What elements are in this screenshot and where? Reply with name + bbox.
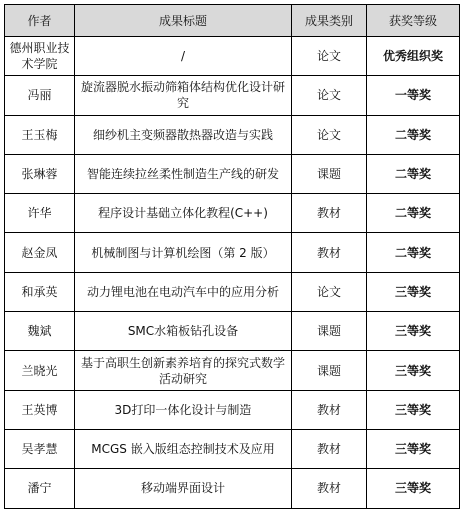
header-award: 获奖等级 xyxy=(367,5,460,37)
author-cell: 潘宁 xyxy=(5,469,75,508)
category-cell: 教材 xyxy=(292,194,367,233)
title-cell: 动力锂电池在电动汽车中的应用分析 xyxy=(75,272,292,311)
table-row xyxy=(5,115,460,154)
author-cell: 吴孝慧 xyxy=(5,429,75,468)
award-cell: 一等奖 xyxy=(367,76,460,115)
author-cell: 兰晓光 xyxy=(5,351,75,390)
author-cell: 许华 xyxy=(5,194,75,233)
award-cell: 优秀组织奖 xyxy=(367,37,460,76)
header-row xyxy=(5,5,460,37)
category-cell: 论文 xyxy=(292,115,367,154)
author-cell: 魏斌 xyxy=(5,312,75,351)
awards-table xyxy=(4,4,460,509)
award-cell: 三等奖 xyxy=(367,390,460,429)
author-cell: 冯丽 xyxy=(5,76,75,115)
title-cell: 细纱机主变频器散热器改造与实践 xyxy=(75,115,292,154)
title-cell: / xyxy=(75,37,292,76)
title-cell: MCGS 嵌入版组态控制技术及应用 xyxy=(75,429,292,468)
table-row xyxy=(5,429,460,468)
title-cell: SMC水箱板钻孔设备 xyxy=(75,312,292,351)
category-cell: 教材 xyxy=(292,429,367,468)
title-cell: 移动端界面设计 xyxy=(75,469,292,508)
award-cell: 三等奖 xyxy=(367,469,460,508)
category-cell: 教材 xyxy=(292,469,367,508)
table-row xyxy=(5,76,460,115)
title-cell: 旋流器脱水振动筛箱体结构优化设计研究 xyxy=(75,76,292,115)
award-cell: 三等奖 xyxy=(367,351,460,390)
category-cell: 课题 xyxy=(292,154,367,193)
table-row xyxy=(5,390,460,429)
table-row xyxy=(5,37,460,76)
author-cell: 德州职业技术学院 xyxy=(5,37,75,76)
author-cell: 赵金凤 xyxy=(5,233,75,272)
award-cell: 二等奖 xyxy=(367,194,460,233)
header-author: 作者 xyxy=(5,5,75,37)
table-row xyxy=(5,351,460,390)
award-cell: 三等奖 xyxy=(367,429,460,468)
category-cell: 教材 xyxy=(292,233,367,272)
title-cell: 程序设计基础立体化教程(C++) xyxy=(75,194,292,233)
table-row xyxy=(5,312,460,351)
author-cell: 王玉梅 xyxy=(5,115,75,154)
title-cell: 基于高职生创新素养培育的探究式数学活动研究 xyxy=(75,351,292,390)
category-cell: 论文 xyxy=(292,272,367,311)
category-cell: 教材 xyxy=(292,390,367,429)
award-cell: 三等奖 xyxy=(367,272,460,311)
awards-table-container xyxy=(4,4,460,509)
title-cell: 智能连续拉丝柔性制造生产线的研发 xyxy=(75,154,292,193)
author-cell: 和承英 xyxy=(5,272,75,311)
header-title: 成果标题 xyxy=(75,5,292,37)
table-row xyxy=(5,233,460,272)
author-cell: 张琳蓉 xyxy=(5,154,75,193)
award-cell: 二等奖 xyxy=(367,115,460,154)
author-cell: 王英博 xyxy=(5,390,75,429)
category-cell: 课题 xyxy=(292,312,367,351)
header-category: 成果类别 xyxy=(292,5,367,37)
title-cell: 3D打印一体化设计与制造 xyxy=(75,390,292,429)
award-cell: 二等奖 xyxy=(367,233,460,272)
table-row xyxy=(5,469,460,508)
category-cell: 论文 xyxy=(292,76,367,115)
table-row xyxy=(5,194,460,233)
table-row xyxy=(5,272,460,311)
award-cell: 三等奖 xyxy=(367,312,460,351)
category-cell: 课题 xyxy=(292,351,367,390)
title-cell: 机械制图与计算机绘图（第 2 版） xyxy=(75,233,292,272)
category-cell: 论文 xyxy=(292,37,367,76)
award-cell: 二等奖 xyxy=(367,154,460,193)
table-row xyxy=(5,154,460,193)
